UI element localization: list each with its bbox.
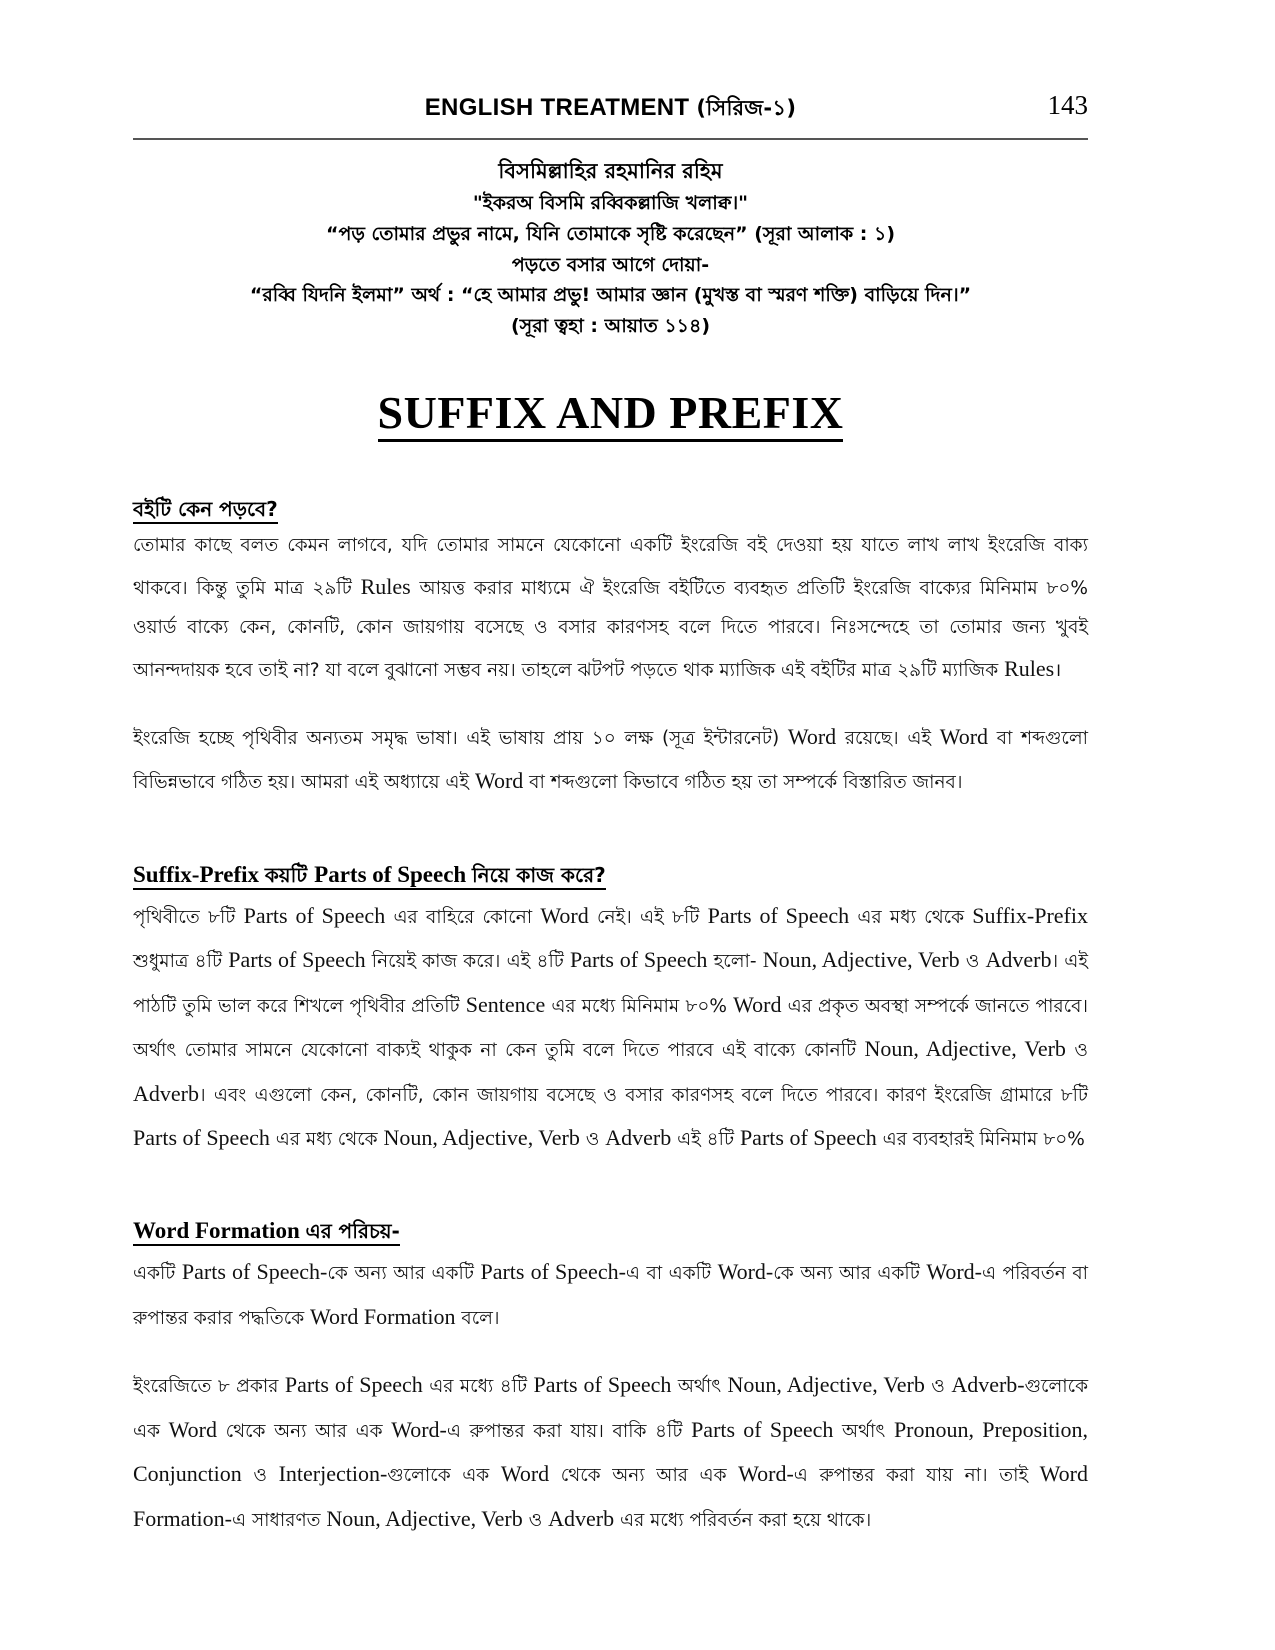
bengali-run: আয়ত্ত করার মাধ্যমে ঐ ইংরেজি বইটিতে ব্যবহৃত প্রতিটি ইংরেজি বাক্যের মিনিমাম ৮০% ওয়ার্ড বাক্যে কেন, কোনটি, কোন জায়গায় বসেছে ও বসার কারণসহ বলে দিতে পারবে। নিঃসন্দেহে তা তোমার জন্য খুবই আনন্দদায়ক হবে তাই না? যা বলে বুঝানো সম্ভব নয়। তাহলে ঝটপট পড়তে থাক ম্যাজিক এই বইটির মাত্র ২৯টি ম্যাজিক <box>133 577 1089 681</box>
bengali-run: তোমার কাছে বলত কেমন লাগবে, যদি তোমার সামনে যেকোনো একটি ইংরেজি বই দেওয়া হয় যাতে লাখ লাখ ইংরেজি বাক্য থাকবে। কিন্তু তুমি মাত্র ২৯টি <box>133 535 1088 599</box>
english-run: Word Formation <box>310 1303 456 1329</box>
bengali-run: এর মধ্যে পরিবর্তন করা হয়ে থাকে। <box>614 1509 872 1531</box>
english-run: Word <box>474 768 524 794</box>
invocation-line-surah-reference: (সূরা ত্বহা : আয়াত ১১৪) <box>510 315 711 338</box>
english-run: Word <box>939 724 989 750</box>
header-divider <box>133 138 1088 140</box>
invocation-line-bismillah: বিসমিল্লাহির রহমানির রহিম <box>498 159 723 183</box>
bengali-run: ও <box>924 1376 952 1398</box>
english-run: Parts of Speech <box>569 947 708 973</box>
heading-run: নিয়ে কাজ করে? <box>471 862 606 887</box>
english-run: Parts of Speech <box>284 1372 423 1398</box>
bengali-run: ও <box>579 1128 606 1150</box>
english-run: Adverb <box>133 1080 199 1106</box>
bengali-run: । এবং এগুলো কেন, কোনটি, কোন জায়গায় বসেছে ও বসার কারণসহ বলে দিতে পারবে। কারণ ইংরেজি গ্রামারে ৮টি <box>198 1084 1088 1106</box>
invocation-line-dua-intro: পড়তে বসার আগে দোয়া- <box>511 253 710 276</box>
bengali-run: এর মধ্য থেকে <box>269 1128 384 1150</box>
bengali-run: এর বাহিরে কোনো <box>385 906 541 928</box>
english-run: Sentence <box>465 991 546 1017</box>
english-run: Parts of Speech- <box>181 1259 328 1285</box>
invocation-line-iqra: "ইকরঅ বিসমি রব্বিকল্লাজি খলাক্ব।" <box>472 192 749 215</box>
book-title-english: ENGLISH TREATMENT <box>424 94 690 121</box>
english-run: Parts of Speech <box>533 1372 672 1398</box>
section-heading <box>133 495 1088 524</box>
bengali-run: এ রুপান্তর করা যায় না। তাই <box>793 1465 1040 1487</box>
bengali-run: । এই পাঠটি তুমি ভাল করে শিখলে পৃথিবীর প্রতিটি <box>133 951 1088 1017</box>
chapter-title <box>133 386 1088 439</box>
bengali-run: এই ৪টি <box>671 1128 740 1150</box>
page-number: 143 <box>1047 90 1088 120</box>
invocation-line-alaq-meaning: “পড় তোমার প্রভুর নামে, যিনি তোমাকে সৃষ্টি করেছেন” (সূরা আলাক : ১) <box>325 222 896 245</box>
bengali-run: পৃথিবীতে ৮টি <box>133 906 244 928</box>
bengali-run: নিয়েই কাজ করে। এই ৪টি <box>365 951 570 973</box>
english-run: Pronoun, Preposition, Conjunction <box>133 1416 1088 1487</box>
bengali-run: নেই। এই ৮টি <box>588 906 708 928</box>
english-run: Parts of Speech <box>691 1416 834 1442</box>
body-paragraph <box>133 527 1088 691</box>
body-paragraph <box>133 1250 1088 1339</box>
english-run: Parts of Speech <box>133 1124 270 1150</box>
english-run: Noun, Adjective, Verb <box>383 1124 580 1150</box>
bengali-run: কে অন্য আর একটি <box>773 1263 927 1285</box>
bengali-run: এর মধ্যে মিনিমাম ৮০% <box>545 995 734 1017</box>
english-run: Word <box>787 724 837 750</box>
bengali-run: এ রুপান্তর করা যায়। বাকি ৪টি <box>446 1420 692 1442</box>
heading-run: Parts of Speech <box>314 861 472 887</box>
body-paragraph <box>133 715 1088 804</box>
heading-run: Word Formation <box>133 1218 306 1244</box>
english-run: Rules <box>1004 655 1055 681</box>
english-run: Parts of Speech <box>739 1124 877 1150</box>
bengali-run: এর মধ্যে ৪টি <box>422 1376 534 1398</box>
invocation-line-rabbi-zidni: “রব্বি যিদনি ইলমা” অর্থ : “হে আমার প্রভু! আমার জ্ঞান (মুখস্ত বা স্মরণ শক্তি) বাড়িয়ে দিন।” <box>249 284 972 307</box>
bengali-run: ও <box>959 951 986 973</box>
bengali-run: অর্থাৎ <box>671 1376 728 1398</box>
english-run: Word- <box>391 1416 447 1442</box>
english-run: Word- <box>738 1461 794 1487</box>
english-run: Adverb <box>985 947 1052 973</box>
page-header <box>133 92 1088 138</box>
heading-run: এর পরিচয়- <box>305 1219 400 1244</box>
english-run: Word- <box>926 1259 982 1285</box>
english-run: Noun, Adjective, Verb <box>727 1372 925 1398</box>
bengali-run: এ বা একটি <box>625 1263 718 1285</box>
bengali-run: শুধুমাত্র ৪টি <box>133 951 229 973</box>
heading-run: Suffix-Prefix <box>133 861 265 887</box>
english-run: Rules <box>360 573 411 599</box>
english-run: Word <box>500 1461 550 1487</box>
section-heading <box>133 860 1088 890</box>
bengali-run: । <box>1054 659 1062 681</box>
english-run: Interjection- <box>278 1461 388 1487</box>
bengali-run: ও <box>522 1509 549 1531</box>
bengali-run: এর মধ্য থেকে <box>849 906 973 928</box>
english-run: Parts of Speech <box>243 902 386 928</box>
body-paragraph <box>133 894 1088 1161</box>
english-run: Word <box>168 1416 217 1442</box>
bengali-run: গুলোকে এক <box>133 1376 1089 1442</box>
bengali-run: এ সাধারণত <box>232 1509 327 1531</box>
english-run: Word <box>540 902 589 928</box>
bengali-run: এ পরিবর্তন বা রুপান্তর করার পদ্ধতিকে <box>133 1263 1088 1329</box>
english-run: Word <box>733 991 782 1017</box>
bengali-run: এর প্রকৃত অবস্থা সম্পর্কে জানতে পারবে। অর্থাৎ তোমার সামনে যেকোনো বাক্যই থাকুক না কেন তুমি বলে দিতে পারবে এই বাক্যে কোনটি <box>133 995 1088 1062</box>
bengali-run: একটি <box>133 1263 182 1285</box>
bengali-run: ইংরেজিতে ৮ প্রকার <box>133 1376 285 1398</box>
book-title <box>133 92 1088 127</box>
bengali-run: ইংরেজি হচ্ছে পৃথিবীর অন্যতম সমৃদ্ধ ভাষা। এই ভাষায় প্রায় ১০ লক্ষ (সূত্র ইন্টারনেট) <box>133 728 788 750</box>
english-run: Noun, Adjective, Verb <box>864 1036 1066 1062</box>
section-heading <box>133 1216 1088 1246</box>
chapter-title-text: SUFFIX AND PREFIX <box>378 387 844 442</box>
sections-container <box>133 495 1088 1541</box>
book-title-bengali: (সিরিজ-১) <box>696 96 797 120</box>
page-content <box>133 0 1088 1541</box>
section-heading-text <box>133 1218 400 1246</box>
english-run: Noun, Adjective, Verb <box>762 947 960 973</box>
body-paragraph <box>133 1363 1088 1541</box>
bengali-run: থেকে অন্য আর এক <box>217 1420 392 1442</box>
english-run: Parts of Speech- <box>480 1259 626 1285</box>
english-run: Word- <box>717 1259 774 1285</box>
bengali-run: রয়েছে। এই <box>836 728 940 750</box>
english-run: Adverb <box>605 1124 672 1150</box>
english-run: Parts of Speech <box>228 947 366 973</box>
bengali-run: অর্থাৎ <box>833 1420 894 1442</box>
bengali-run: কে অন্য আর একটি <box>327 1263 481 1285</box>
bengali-run: থেকে অন্য আর এক <box>549 1465 739 1487</box>
bengali-run: বা শব্দগুলো বিভিন্নভাবে গঠিত হয়। আমরা এই অধ্যায়ে এই <box>133 728 1088 794</box>
section-heading-text <box>133 496 278 524</box>
bengali-run: বা শব্দগুলো কিভাবে গঠিত হয় তা সম্পর্কে বিস্তারিত জানব। <box>523 772 963 794</box>
bengali-run: বলে। <box>455 1307 500 1329</box>
english-run: Adverb- <box>951 1372 1025 1398</box>
english-run: Noun, Adjective, Verb <box>326 1505 523 1531</box>
section-heading-text <box>133 862 606 890</box>
heading-run: কয়টি <box>264 862 315 887</box>
bengali-run: এর ব্যবহারই মিনিমাম ৮০% <box>876 1128 1085 1150</box>
english-run: Adverb <box>548 1505 615 1531</box>
bengali-run: ও <box>1065 1040 1088 1062</box>
bengali-run: হলো- <box>707 951 763 973</box>
english-run: Parts of Speech <box>707 902 850 928</box>
heading-run: বইটি কেন পড়বে? <box>133 496 278 521</box>
english-run: Word Formation- <box>133 1461 1089 1531</box>
english-run: Suffix-Prefix <box>972 902 1088 928</box>
bengali-run: ও <box>241 1465 279 1487</box>
invocation-block <box>133 154 1088 342</box>
bengali-run: গুলোকে এক <box>387 1465 501 1487</box>
